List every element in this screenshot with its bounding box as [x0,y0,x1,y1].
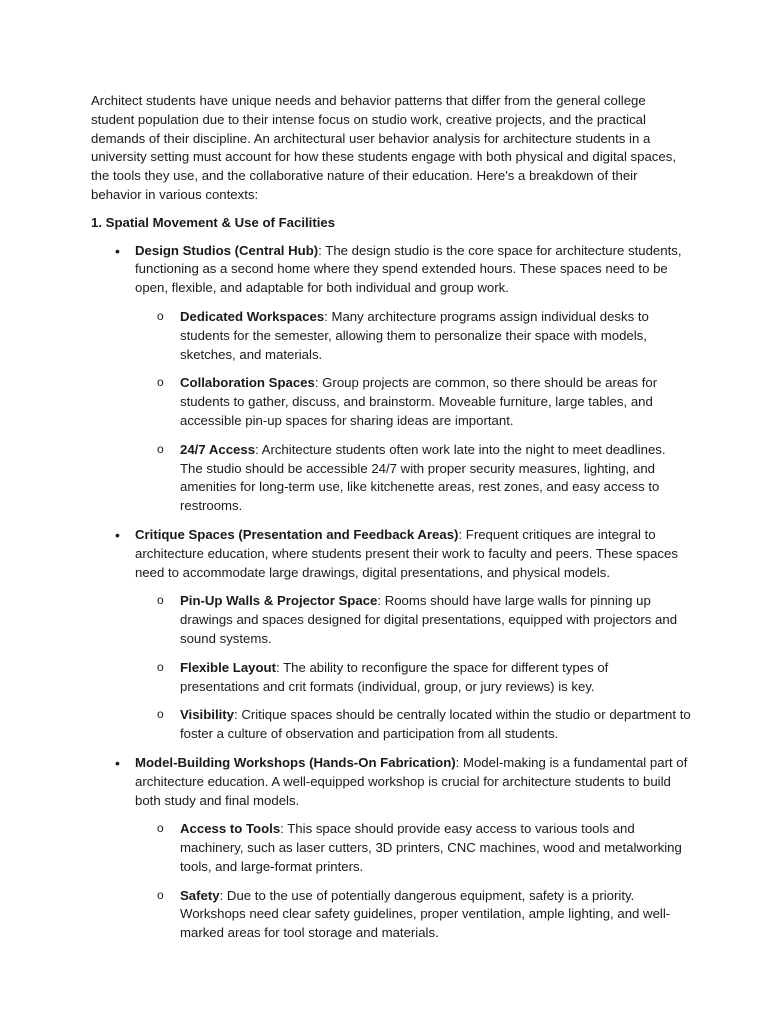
sub-term: Collaboration Spaces [180,375,315,391]
facility-item-model-workshops [91,754,691,943]
sub-term: Access to Tools [180,821,281,837]
facility-item-critique-spaces [91,526,691,744]
sub-text: : The ability to reconfigure the space for different types of presentations and crit formats (individual, group, or jury reviews) is key. [180,659,609,694]
sub-list [135,308,691,516]
sub-text: : Group projects are common, so there should be areas for students to gather, discuss, and brainstorm. Moveable furniture, large tables, and accessible pin-up spaces for sharing ideas are important. [180,375,658,428]
sub-marker: o [157,659,164,674]
facility-description [135,526,691,582]
sub-marker: o [157,308,164,323]
facility-text: : Frequent critiques are integral to architecture education, where students present their work to faculty and peers. These spaces need to accommodate large drawings, digital presentations, and physical models. [135,526,678,580]
document-page [91,92,691,953]
sub-item [135,706,691,744]
section-heading: 1. Spatial Movement & Use of Facilities [91,214,336,230]
facility-term: Model-Building Workshops (Hands-On Fabrication) [135,754,456,770]
sub-term: Pin-Up Walls & Projector Space [180,593,378,609]
facility-text: : The design studio is the core space for architecture students, functioning as a second home where they spend extended hours. These spaces need to be open, flexible, and adaptable for both individual and group work. [135,242,682,296]
sub-item [135,659,691,697]
bullet-marker: • [115,754,120,771]
sub-marker: o [157,707,164,722]
sub-text: : Architecture students often work late into the night to meet deadlines. The studio should be accessible 24/7 with proper security measures, lighting, and amenities for long-term use, like kitchenette areas, rest zones, and easy access to restrooms. [180,441,666,514]
sub-marker: o [157,441,164,456]
sub-item [135,820,691,876]
sub-term: 24/7 Access [180,441,256,457]
sub-item [135,374,691,430]
facility-description [135,754,691,810]
facility-text: : Model-making is a fundamental part of architecture education. A well-equipped workshop is crucial for architecture students to build both study and final models. [135,754,688,808]
sub-item [135,592,691,648]
sub-term: Dedicated Workspaces [180,308,325,324]
sub-text: : This space should provide easy access to various tools and machinery, such as laser cutters, 3D printers, CNC machines, wood and metalworking tools, and large-format printers. [180,821,682,874]
facility-description [135,242,691,298]
sub-marker: o [157,821,164,836]
facility-term: Critique Spaces (Presentation and Feedback Areas) [135,526,459,542]
sub-marker: o [157,887,164,902]
sub-item [135,887,691,943]
sub-text: : Rooms should have large walls for pinning up drawings and spaces designed for digital presentations, equipped with projectors and sound systems. [180,593,678,646]
sub-term: Safety [180,887,220,903]
sub-item [135,308,691,364]
bullet-marker: • [115,242,120,259]
sub-text: : Critique spaces should be centrally located within the studio or department to foster a culture of observation and participation from all students. [180,707,691,742]
facility-list [91,242,691,944]
sub-marker: o [157,593,164,608]
sub-list [135,592,691,744]
sub-term: Flexible Layout [180,659,276,675]
intro-paragraph: Architect students have unique needs and behavior patterns that differ from the general college student population due to their intense focus on studio work, creative projects, and the practical demands of their discipline. An architectural user behavior analysis for architecture students in a university setting must account for how these students engage with both physical and digital spaces, the tools they use, and the collaborative nature of their education. Here's a breakdown of their behavior in various contexts: [91,93,676,202]
sub-marker: o [157,375,164,390]
sub-list [135,820,691,943]
sub-text: : Many architecture programs assign individual desks to students for the semester, allowing them to personalize their space with models, sketches, and materials. [180,308,649,362]
sub-term: Visibility [180,707,234,723]
facility-term: Design Studios (Central Hub) [135,242,319,258]
sub-item [135,441,691,516]
bullet-marker: • [115,526,120,543]
facility-item-design-studios [91,242,691,516]
sub-text: : Due to the use of potentially dangerous equipment, safety is a priority. Workshops need clear safety guidelines, proper ventilation, ample lighting, and well-marked areas for tool storage and materials. [180,887,671,941]
